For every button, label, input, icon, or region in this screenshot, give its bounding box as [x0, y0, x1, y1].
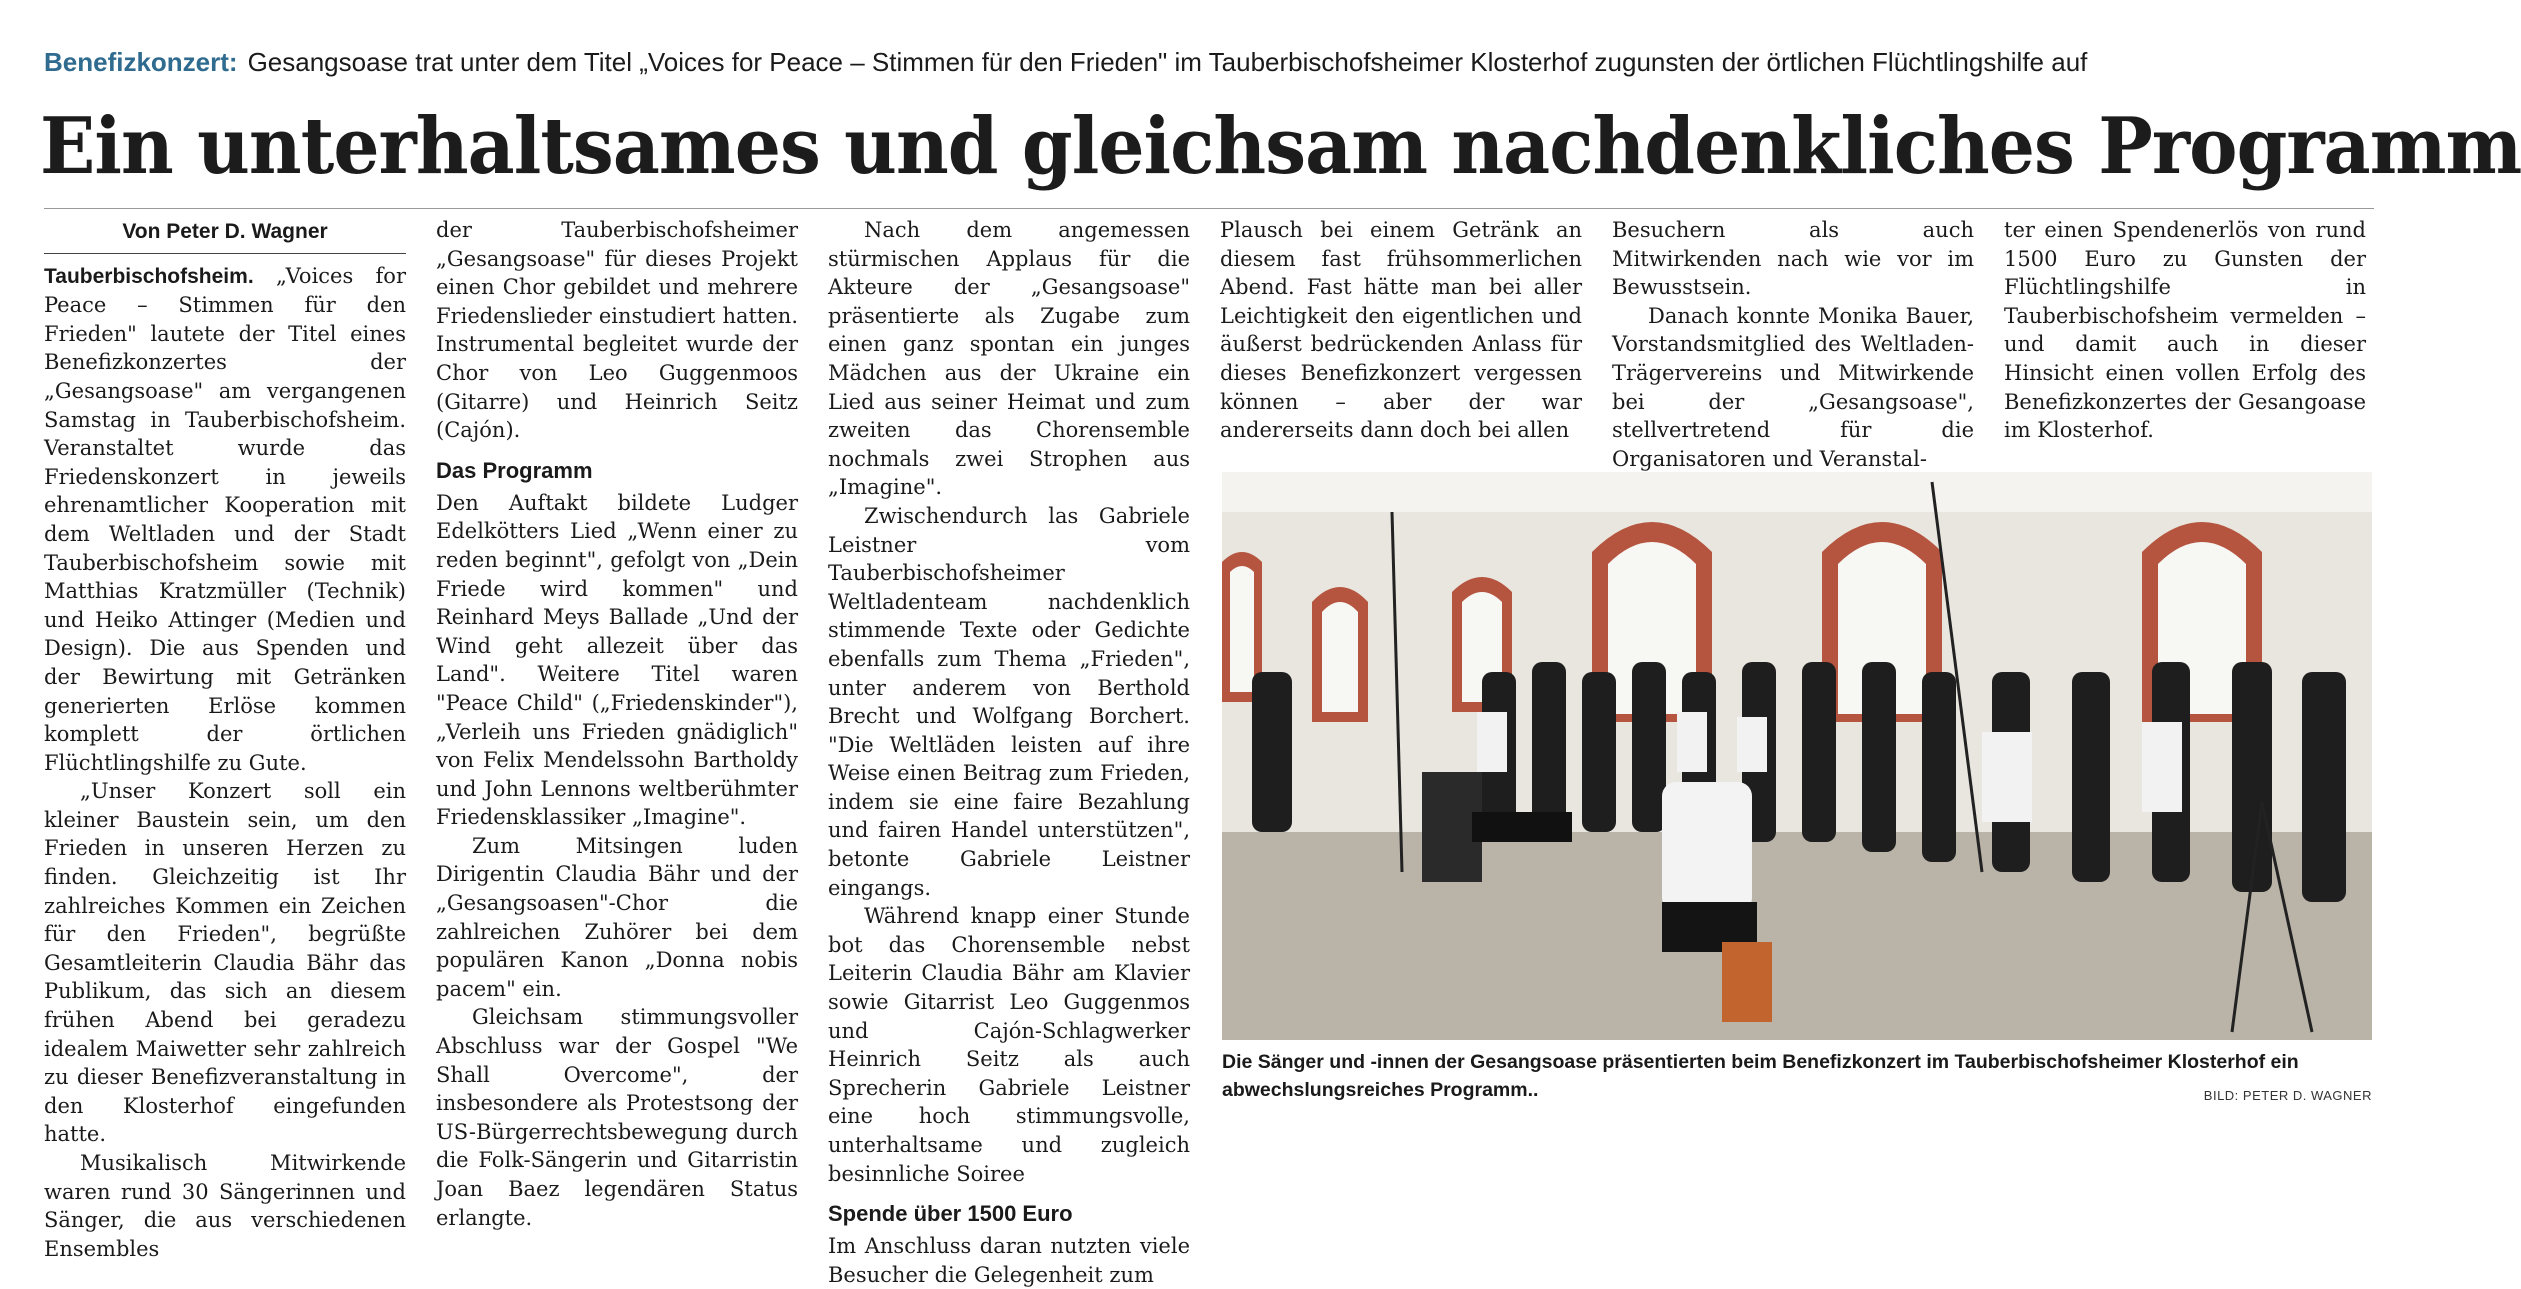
byline: Von Peter D. Wagner: [44, 216, 406, 254]
article-column-5: [1612, 216, 1974, 471]
kicker-line: [44, 44, 2374, 80]
article-column-6: [2004, 216, 2366, 452]
paragraph: „Unser Konzert soll ein kleiner Baustein sein, um den Frieden in unseren Herzen zu finden. Gleichzeitig ist Ihr zahlreiches Kommen ein Zeichen für den Frieden", begrüßte Gesamtleiterin Claudia Bähr das Publikum, das sich an diesem frühen Abend bei geradezu idealem Maiwetter sehr zahlreich zu dieser Benefizveranstaltung in den Klosterhof eingefunden hatte.: [44, 779, 406, 1147]
paragraph: ter einen Spendenerlös von rund 1500 Euro zu Gunsten der Flüchtlingshilfe in Tauberbischofsheim vermelden – und damit auch in dieser Hinsicht einen vollen Erfolg des Benefizkonzertes der Gesangoase im Klosterhof.: [2004, 218, 2366, 443]
paragraph: Danach konnte Monika Bauer, Vorstandsmitglied des Weltladen-Trägervereins und Mitwirkende bei der „Gesangsoase", stellvertretend für die Organisatoren und Veranstal-: [1612, 303, 1974, 471]
paragraph: Besuchern als auch Mitwirkenden nach wie vor im Bewusstsein.: [1612, 218, 1974, 300]
article-column-1: [44, 216, 406, 1261]
photo-credit: BILD: PETER D. WAGNER: [2203, 1088, 2372, 1103]
subheading-spende: Spende über 1500 Euro: [828, 1201, 1073, 1227]
kicker-text: Gesangsoase trat unter dem Titel „Voices for Peace – Stimmen für den Frieden" im Tauberbischofsheimer Klosterhof zugunsten der örtlichen Flüchtlingshilfe auf: [247, 47, 2088, 77]
article-column-2: [436, 216, 798, 1230]
concert-photo: [1222, 472, 2372, 1040]
paragraph: Nach dem angemessen stürmischen Applaus für die Akteure der „Gesangsoase" präsentierte als Zugabe zum einen ganz spontan ein junges Mädchen aus der Ukraine ein Lied aus seiner Heimat und zum zweiten das Chorensemble nochmals zwei Strophen aus „Imagine".: [828, 218, 1190, 500]
paragraph: Den Auftakt bildete Ludger Edelkötters Lied „Wenn einer zu reden beginnt", gefolgt von „Dein Friede wird kommen" und Reinhard Meys Ballade „Und der Wind geht allezeit über das Land". Weitere Titel waren "Peace Child" („Friedenskinder"), „Verleih uns Frieden gnädiglich" von Felix Mendelssohn Bartholdy und John Lennons weltberühmter Friedensklassiker „Imagine".: [436, 490, 798, 830]
subheading-programm: Das Programm: [436, 457, 593, 483]
paragraph: Zum Mitsingen luden Dirigentin Claudia Bähr und der „Gesangsoasen"-Chor die zahlreichen Zuhörer bei dem populären Kanon „Donna nobis pacem" ein.: [436, 833, 798, 1001]
headline-rule: [44, 208, 2374, 209]
paragraph: der Tauberbischofsheimer „Gesangsoase" für dieses Projekt einen Chor gebildet und mehrere Friedenslieder einstudiert hatten. Instrumental begleitet wurde der Chor von Leo Guggenmoos (Gitarre) und Heinrich Seitz (Cajón).: [436, 218, 798, 443]
paragraph: Gleichsam stimmungsvoller Abschluss war der Gospel "We Shall Overcome", der insbesondere als Protestsong der US-Bürgerrechtsbewegung durch die Folk-Sängerin und Gitarristin Joan Baez legendären Status erlangte.: [436, 1005, 798, 1230]
lead-text: „Voices for Peace – Stimmen für den Frieden" lautete der Titel eines Benefizkonzertes der „Gesangsoase" am vergangenen Samstag in Tauberbischofsheim. Veranstaltet wurde das Friedenskonzert in jeweils ehrenamtlicher Kooperation mit dem Weltladen und der Stadt Tauberbischofsheim sowie mit Matthias Kratzmüller (Technik) und Heiko Attinger (Medien und Design). Die aus Spenden und der Bewirtung mit Getränken generierten Erlöse kommen komplett der örtlichen Flüchtlingshilfe zu Gute.: [44, 263, 406, 775]
photo-caption: Die Sänger und -innen der Gesangsoase präsentierten beim Benefizkonzert im Tauberbischofsheimer Klosterhof ein abwechslungsreiches Programm..: [1222, 1051, 2299, 1101]
headline: Ein unterhaltsames und gleichsam nachdenkliches Programm: [40, 101, 2521, 192]
kicker-topic: Benefizkonzert:: [44, 47, 238, 77]
article-column-3: [828, 216, 1190, 1287]
lead-place: Tauberbischofsheim.: [44, 264, 254, 288]
lead-paragraph: [44, 262, 406, 778]
paragraph: Zwischendurch las Gabriele Leistner vom Tauberbischofsheimer Weltladenteam nachdenklich stimmende Texte oder Gedichte ebenfalls zum Thema „Frieden", unter anderem von Berthold Brecht und Wolfgang Borchert. "Die Weltläden leisten auf ihre Weise einen Beitrag zum Frieden, indem sie eine faire Bezahlung und fairen Handel unterstützen", betonte Gabriele Leistner eingangs.: [828, 503, 1190, 900]
paragraph: Während knapp einer Stunde bot das Chorensemble nebst Leiterin Claudia Bähr am Klavier sowie Gitarrist Leo Guggenmos und Cajón-Schlagwerker Heinrich Seitz als auch Sprecherin Gabriele Leistner eine hoch stimmungsvolle, unterhaltsame und zugleich besinnliche Soiree: [828, 904, 1190, 1186]
article-column-4: [1220, 216, 1582, 452]
paragraph: Im Anschluss daran nutzten viele Besucher die Gelegenheit zum: [828, 1234, 1190, 1287]
paragraph: Plausch bei einem Getränk an diesem fast frühsommerlichen Abend. Fast hätte man bei aller Leichtigkeit den eigentlichen und äußerst bedrückenden Anlass für dieses Benefizkonzert vergessen können – aber der war andererseits dann doch bei allen: [1220, 218, 1582, 443]
paragraph: Musikalisch Mitwirkende waren rund 30 Sängerinnen und Sänger, die aus verschiedenen Ensembles: [44, 1151, 406, 1261]
